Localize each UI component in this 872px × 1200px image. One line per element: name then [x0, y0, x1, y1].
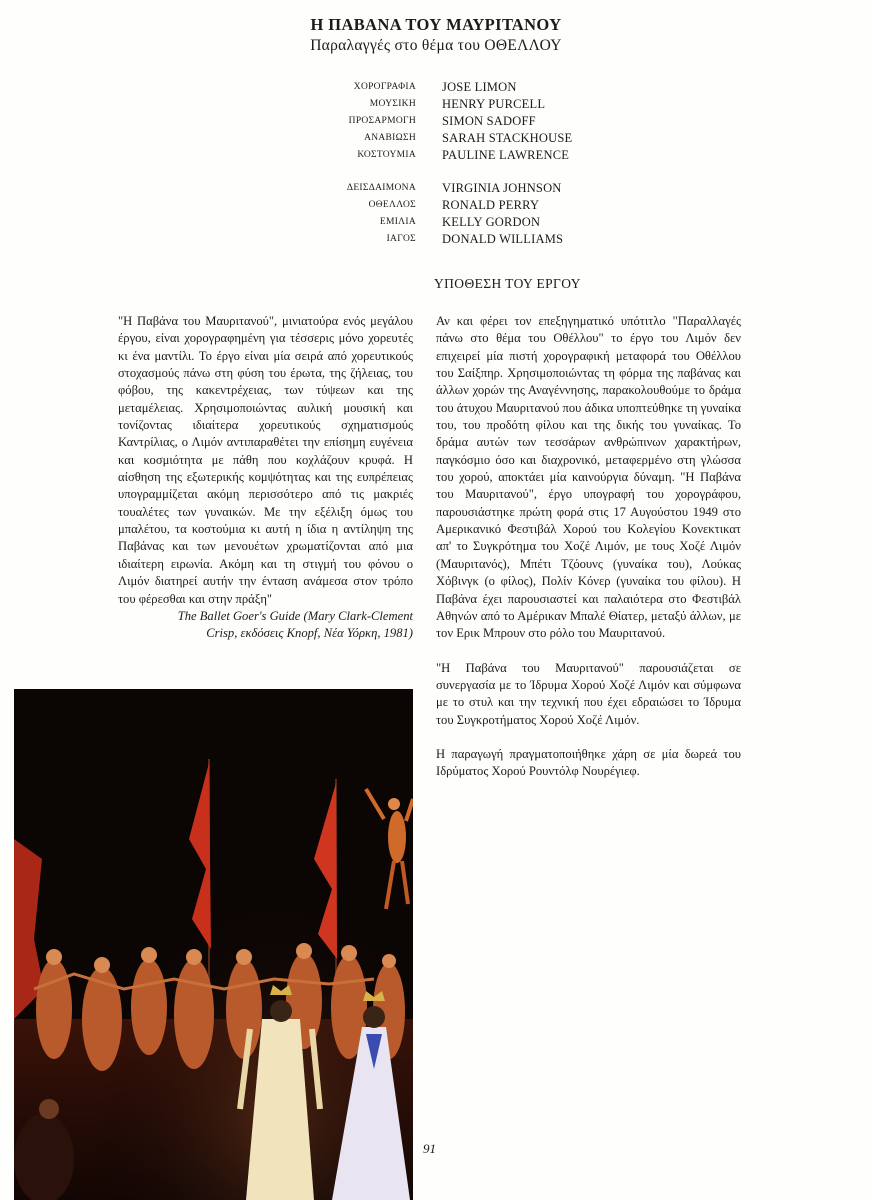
cast-role: ΕΜΙΛΙΑ	[379, 217, 416, 227]
credit-name: PAULINE LAWRENCE	[442, 148, 570, 162]
credit-row	[0, 80, 872, 97]
credit-name: HENRY PURCELL	[442, 97, 546, 111]
citation-line: Crisp, εκδόσεις Knopf, Νέα Υόρκη, 1981)	[206, 626, 413, 641]
credit-name: JOSE LIMON	[442, 80, 517, 94]
cast-role: ΔΕΙΣΔΑΙΜΟΝΑ	[346, 183, 416, 193]
credit-row	[0, 97, 872, 114]
cast-row	[0, 198, 872, 215]
quote-citation	[118, 608, 413, 643]
synopsis-paragraph: Αν και φέρει τον επεξηγηματικό υπότιτλο "Παραλλαγές πάνω στο θέμα του Οθέλλου" το έργο του Λιμόν δεν επιχειρεί μία πιστή χορογραφική μεταφορά του Οθέλλου του Σαίξπηρ. Χρησιμοποιώντας τη φόρμα της παβάνας και άλλων χορών της Αναγέννησης, παρακολουθούμε το δράμα του άτυχου Μαυριτανού που άδικα υποπτεύθηκε τη γυναίκα του, του προδότη φίλου και της δικής του γυναίκας. Το δράμα αυτών των τεσσάρων ανθρώπινων χαρακτήρων, παγκόσμιο όσο και διαχρονικό, μεταφερμένο στη γλώσσα του χορού, αποκτάει μία καινούργια δύναμη. "Η Παβάνα του Μαυριτανού", έργο υπογραφή του χορογράφου, παρουσιάστηκε πρώτη φορά στις 17 Αυγούστου 1949 στο Αμερικανικό Φεστιβάλ Χορού του Κολεγίου Κονεκτικατ απ' το Συγκρότημα του Χοζέ Λιμόν, με τους Χοζέ Λιμόν (Μαυριτανός), Μπέτι Τζόουνς (γυναίκα του), Λούκας Χόβινγκ (ο φίλος), Πολίν Κόνερ (γυναίκα του φίλου). Η Παβάνα έχει παρουσιαστεί και παλαιότερα στο Φεστιβάλ Αθηνών από το Αμέρικαν Μπαλέ Θίατερ, μεταξύ άλλων, με τον Ερικ Μπρουν στο ρόλο του Μαυριτανού.	[436, 314, 741, 641]
cast-name: RONALD PERRY	[442, 198, 540, 212]
quote-text: "Η Παβάνα του Μαυριτανού", μινιατούρα ενός μεγάλου έργου, είναι χορογραφημένη για τέσσερις μόνο χορευτές κι ένα μαντίλι. Το έργο είναι μία σειρά από χορευτικούς στοχασμούς πάνω στη φύση του έρωτα, της ζήλειας, του φόβου, της κακεντρέχειας, των τύψεων και της μεταμέλειας. Χρησιμοποιώντας αυλική μουσική και τονίζοντας ιδιαίτερα χορευτικούς σχηματισμούς Καντρίλιας, ο Λιμόν αντιπαραθέτει την επίσημη ευγένεια και κοσμιότητα με πάθη που κοχλάζουν κρυφά. Η αίσθηση της εξωτερικής κομψότητας και της ευπρέπειας υπογραμμίζεται ακόμη περισσότερο από τις μακριές τουαλέτες των γυναικών. Με την εξέλιξη όμως του μπαλέτου, τα κοστούμια κι αυτή η ίδια η αντίληψη της Παβάνας και των μενουέτων χρωματίζονται από μια ιδιαίτερη ειρωνία. Ακόμη και τη στιγμή του φόνου ο Λιμόν διατηρεί αυτήν την ένταση ανάμεσα στον τρόπο του φέρεσθαι και στην πράξη"	[118, 314, 413, 606]
stage-scene-illustration	[14, 689, 413, 1200]
credit-row	[0, 114, 872, 131]
credit-row	[0, 148, 872, 165]
cast-row	[0, 232, 872, 249]
credits-spacer	[0, 165, 872, 181]
page-subtitle: Παραλαγγές στο θέμα του ΟΘΕΛΛΟΥ	[310, 37, 562, 54]
credit-role: ΧΟΡΟΓΡΑΦΙΑ	[353, 82, 416, 92]
synopsis-paragraph: Η παραγωγή πραγματοποιήθηκε χάρη σε μία δωρεά του Ιδρύματος Χορού Ρουντόλφ Νουρέγιεφ.	[436, 746, 741, 779]
page-header	[0, 15, 872, 55]
credit-role: ΑΝΑΒΙΩΣΗ	[364, 133, 416, 143]
performance-photo	[14, 689, 413, 1200]
credit-name: SARAH STACKHOUSE	[442, 131, 573, 145]
credit-row	[0, 131, 872, 148]
credit-role: ΠΡΟΣΑΡΜΟΓΗ	[348, 116, 416, 126]
cast-row	[0, 215, 872, 232]
cast-name: VIRGINIA JOHNSON	[442, 181, 562, 195]
cast-name: DONALD WILLIAMS	[442, 232, 564, 246]
credits-list	[0, 80, 872, 249]
citation-line: The Ballet Goer's Guide (Mary Clark-Clement	[177, 608, 413, 623]
synopsis-paragraph: "Η Παβάνα του Μαυριτανού" παρουσιάζεται σε συνεργασία με το Ίδρυμα Χορού Χοζέ Λιμόν και σύμφωνα με το στυλ και την τεχνική που έχει εδραιώσει το Ίδρυμα του Συγκροτήματος Χορού Χοζέ Λιμόν.	[436, 660, 741, 727]
cast-name: KELLY GORDON	[442, 215, 541, 229]
cast-role: ΙΑΓΟΣ	[386, 234, 416, 244]
synopsis-heading: ΥΠΟΘΕΣΗ ΤΟΥ ΕΡΓΟΥ	[434, 276, 581, 291]
credit-name: SIMON SADOFF	[442, 114, 536, 128]
synopsis-column	[436, 313, 741, 781]
page-title: Η ΠΑΒΑΝΑ ΤΟΥ ΜΑΥΡΙΤΑΝΟΥ	[310, 15, 562, 34]
cast-row	[0, 181, 872, 198]
cast-role: ΟΘΕΛΛΟΣ	[368, 200, 416, 210]
credit-role: ΜΟΥΣΙΚΗ	[369, 99, 416, 109]
page-number: 91	[423, 1141, 436, 1156]
quote-column	[118, 313, 413, 643]
credit-role: ΚΟΣΤΟΥΜΙΑ	[357, 150, 416, 160]
